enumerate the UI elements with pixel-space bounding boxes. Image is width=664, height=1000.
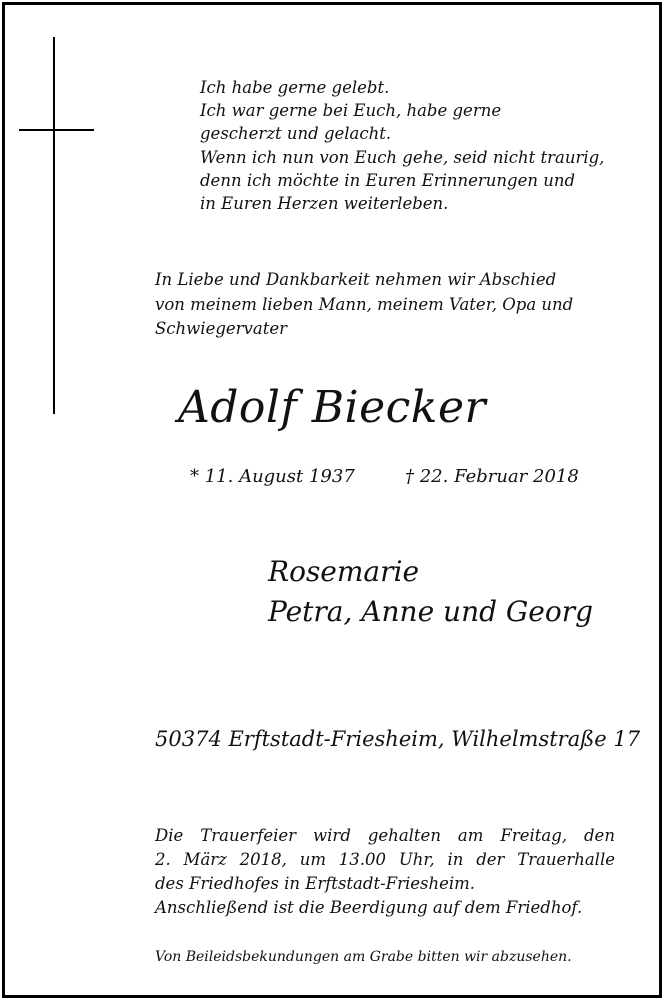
service-word: wird <box>313 826 351 845</box>
family-names <box>268 552 593 632</box>
service-word: am <box>457 826 484 845</box>
death-date: † 22. Februar 2018 <box>405 466 579 487</box>
service-word: gehalten <box>367 826 441 845</box>
service-line-1 <box>155 824 615 848</box>
cross-icon <box>53 37 55 414</box>
service-word: Trauerhalle <box>517 850 615 869</box>
service-word: den <box>584 826 615 845</box>
service-word: 2. <box>155 850 171 869</box>
intro-line: von meinem lieben Mann, meinem Vater, Opa und <box>155 294 574 314</box>
service-word: März <box>183 850 227 869</box>
service-word: in <box>447 850 464 869</box>
service-word: 13.00 <box>338 850 387 869</box>
birth-date: * 11. August 1937 <box>190 466 355 487</box>
poem-line: gescherzt und gelacht. <box>200 124 392 144</box>
address: 50374 Erftstadt-Friesheim, Wilhelmstraße 17 <box>155 727 641 751</box>
intro-line: Schwiegervater <box>155 319 287 338</box>
service-word: um <box>299 850 326 869</box>
service-word: Die <box>155 826 184 845</box>
poem-line: denn ich möchte in Euren Erinnerungen und <box>200 170 576 190</box>
condolence-note: Von Beileidsbekundungen am Grabe bitten wir abzusehen. <box>155 949 572 965</box>
poem-line: in Euren Herzen weiterleben. <box>200 194 449 214</box>
service-word: Trauerfeier <box>200 826 297 845</box>
family-line: Rosemarie <box>268 555 420 588</box>
service-word: Freitag, <box>500 826 568 845</box>
service-word: Uhr, <box>398 850 435 869</box>
service-line-3: des Friedhofes in Erftstadt-Friesheim. <box>155 874 476 893</box>
service-word: 2018, <box>239 850 287 869</box>
deceased-name: Adolf Biecker <box>177 382 487 433</box>
intro-line: In Liebe und Dankbarkeit nehmen wir Abschied <box>155 270 557 289</box>
poem-line: Ich habe gerne gelebt. <box>200 78 390 97</box>
intro-text <box>155 268 573 342</box>
family-line: Petra, Anne und Georg <box>268 595 594 628</box>
service-line-4: Anschließend ist die Beerdigung auf dem Friedhof. <box>155 898 583 917</box>
service-line-2 <box>155 848 615 872</box>
poem-line: Wenn ich nun von Euch gehe, seid nicht traurig, <box>200 147 605 167</box>
cross-icon-bar <box>19 129 94 131</box>
poem <box>200 76 604 215</box>
poem-line: Ich war gerne bei Euch, habe gerne <box>200 101 502 121</box>
funeral-service-info <box>155 824 615 920</box>
service-word: der <box>476 850 505 869</box>
